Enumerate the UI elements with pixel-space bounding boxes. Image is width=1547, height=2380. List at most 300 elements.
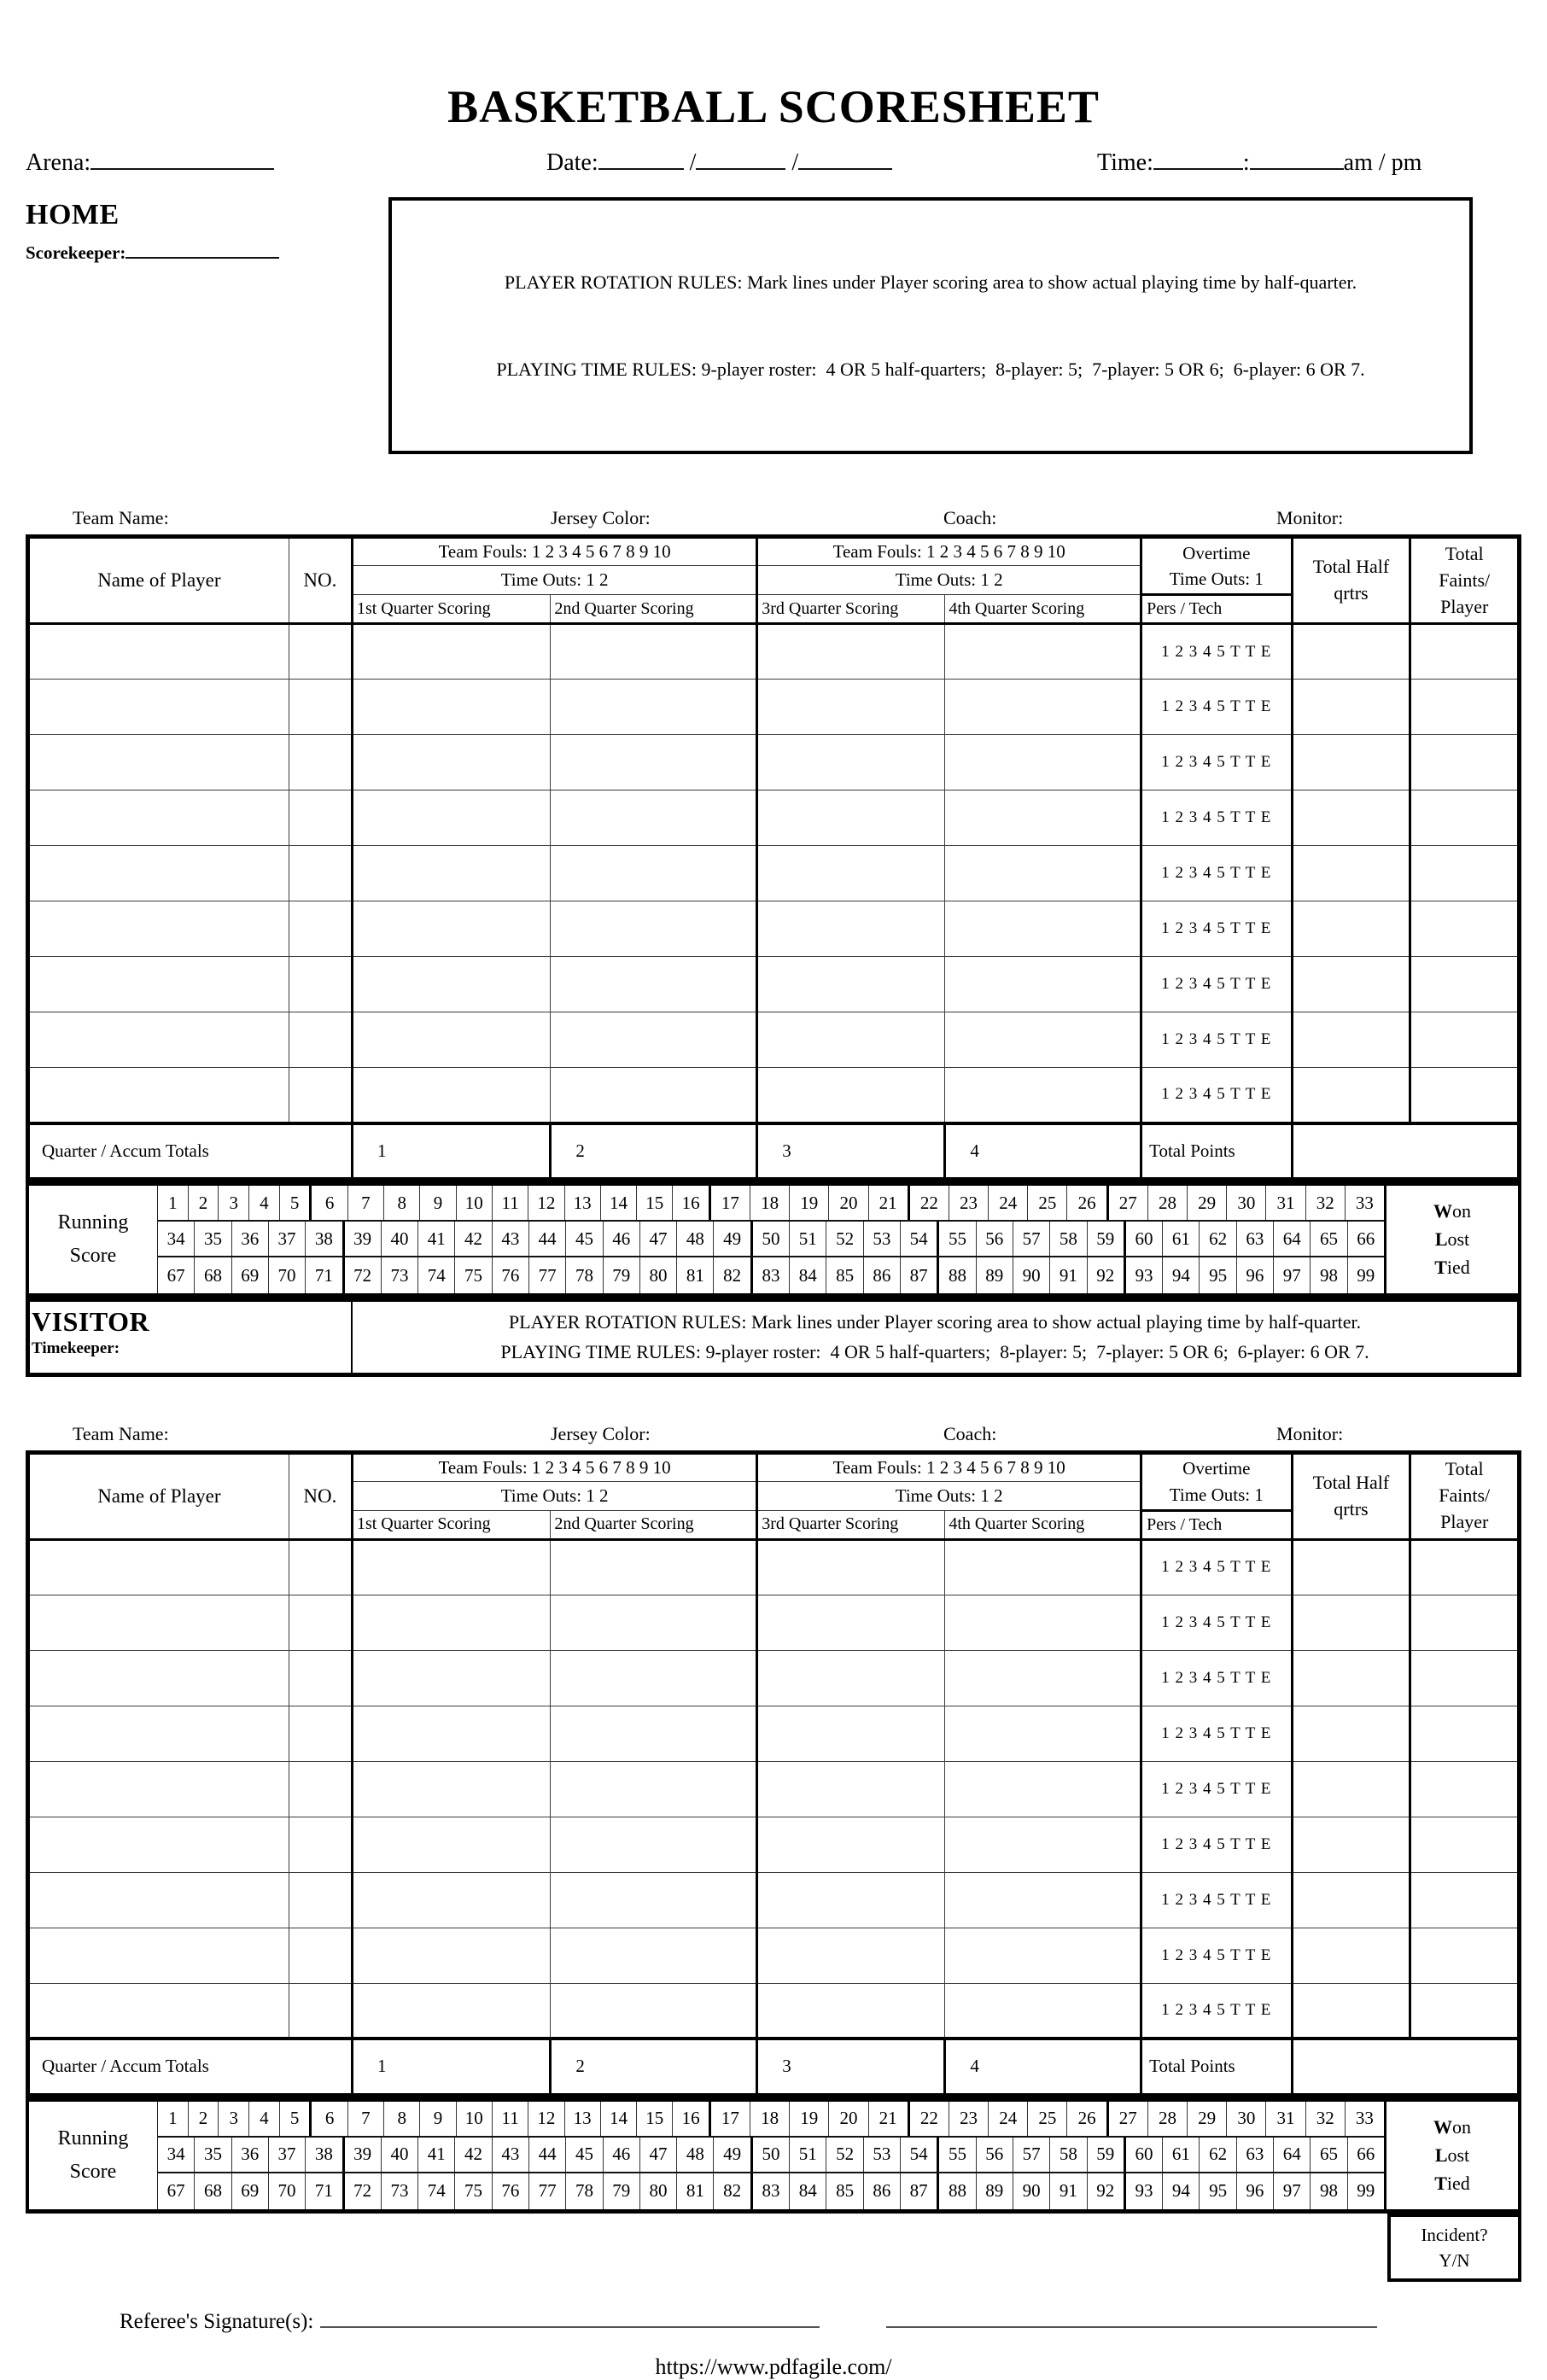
running-score-number[interactable]: 72 — [345, 2173, 382, 2209]
running-score-number[interactable]: 3 — [219, 1186, 249, 1220]
pers-tech-fouls-scale[interactable]: 1 2 3 4 5 T T E — [1141, 846, 1292, 901]
player-no-cell[interactable] — [289, 1068, 352, 1123]
running-score-number[interactable]: 47 — [640, 2138, 677, 2172]
q1-scoring-cell[interactable] — [352, 624, 550, 680]
total-half-cell[interactable] — [1292, 624, 1410, 680]
q2-scoring-cell[interactable] — [551, 1983, 757, 2039]
total-faints-cell[interactable] — [1410, 1817, 1520, 1872]
running-score-number[interactable]: 55 — [939, 1222, 976, 1256]
running-score-number[interactable]: 95 — [1200, 2173, 1236, 2209]
running-score-number[interactable]: 77 — [529, 2173, 566, 2209]
running-score-number[interactable]: 78 — [566, 2173, 603, 2209]
running-score-number[interactable]: 37 — [269, 1222, 306, 1256]
running-score-number[interactable]: 93 — [1126, 1257, 1163, 1293]
running-score-number[interactable]: 19 — [790, 2102, 829, 2136]
q1-scoring-cell[interactable] — [352, 1595, 550, 1650]
running-score-number[interactable]: 28 — [1148, 2102, 1188, 2136]
total-faints-cell[interactable] — [1410, 1595, 1520, 1650]
running-score-number[interactable]: 96 — [1237, 2173, 1274, 2209]
pers-tech-fouls-scale[interactable]: 1 2 3 4 5 T T E — [1141, 624, 1292, 680]
player-no-cell[interactable] — [289, 1706, 352, 1761]
running-score-number[interactable]: 61 — [1163, 1222, 1200, 1256]
arena-input-line[interactable] — [90, 144, 274, 170]
pers-tech-fouls-scale[interactable]: 1 2 3 4 5 T T E — [1141, 957, 1292, 1012]
running-score-number[interactable]: 66 — [1357, 1228, 1375, 1249]
total-faints-cell[interactable] — [1410, 1068, 1520, 1123]
running-score-number[interactable]: 43 — [493, 2138, 529, 2172]
q3-scoring-cell[interactable] — [757, 680, 945, 735]
running-score-number[interactable]: 91 — [1050, 2173, 1087, 2209]
q2-scoring-cell[interactable] — [551, 1817, 757, 1872]
pers-tech-fouls-scale[interactable]: 1 2 3 4 5 T T E — [1141, 1012, 1292, 1068]
q1-scoring-cell[interactable] — [352, 1068, 550, 1123]
q4-total-cell[interactable]: 4 — [945, 1123, 1141, 1180]
signature-line-2[interactable] — [886, 2304, 1377, 2328]
q3-total-cell[interactable]: 3 — [757, 2039, 945, 2095]
running-score-number[interactable]: 98 — [1311, 2173, 1347, 2209]
total-faints-cell[interactable] — [1410, 1012, 1520, 1068]
running-score-number[interactable]: 62 — [1200, 1222, 1236, 1256]
running-score-number[interactable]: 70 — [269, 2173, 306, 2209]
running-score-number[interactable]: 49 — [723, 2144, 742, 2165]
running-score-number[interactable]: 2 — [189, 2102, 219, 2136]
running-score-number[interactable]: 71 — [314, 1264, 333, 1286]
running-score-number[interactable]: 97 — [1274, 1257, 1311, 1293]
running-score-number[interactable]: 27 — [1109, 1186, 1148, 1220]
running-score-number[interactable]: 5 — [289, 1192, 300, 1213]
player-name-cell[interactable] — [28, 1928, 289, 1983]
running-score-number[interactable]: 89 — [977, 1257, 1013, 1293]
q4-scoring-cell[interactable] — [945, 1012, 1141, 1068]
running-score-number[interactable]: 90 — [1013, 1257, 1050, 1293]
running-score-number[interactable]: 1 — [158, 2102, 189, 2136]
running-score-number[interactable]: 9 — [420, 1186, 456, 1220]
running-score-number[interactable]: 46 — [604, 1222, 640, 1256]
running-score-number[interactable]: 5 — [289, 2108, 300, 2129]
total-half-cell[interactable] — [1292, 1817, 1410, 1872]
total-half-cell[interactable] — [1292, 680, 1410, 735]
q3-scoring-cell[interactable] — [757, 624, 945, 680]
running-score-number[interactable]: 99 — [1357, 1264, 1375, 1286]
total-faints-cell[interactable] — [1410, 1761, 1520, 1817]
player-no-cell[interactable] — [289, 624, 352, 680]
q2-scoring-cell[interactable] — [551, 790, 757, 846]
running-score-number[interactable]: 6 — [312, 2102, 347, 2136]
pers-tech-fouls-scale[interactable]: 1 2 3 4 5 T T E — [1141, 1706, 1292, 1761]
player-no-cell[interactable] — [289, 790, 352, 846]
player-no-cell[interactable] — [289, 1012, 352, 1068]
total-half-cell[interactable] — [1292, 1650, 1410, 1706]
result-won[interactable]: Won — [1433, 2115, 1471, 2138]
running-score-number[interactable]: 91 — [1050, 1257, 1087, 1293]
total-half-cell[interactable] — [1292, 1068, 1410, 1123]
total-faints-cell[interactable] — [1410, 846, 1520, 901]
running-score-number[interactable]: 13 — [565, 1186, 601, 1220]
running-score-number[interactable]: 53 — [864, 2138, 901, 2172]
running-score-number[interactable]: 19 — [790, 1186, 829, 1220]
running-score-number[interactable]: 87 — [909, 2180, 928, 2202]
running-score-number[interactable]: 45 — [566, 2138, 603, 2172]
q3-scoring-cell[interactable] — [757, 1872, 945, 1928]
result-lost[interactable]: Lost — [1434, 1228, 1470, 1251]
running-score-number[interactable]: 32 — [1306, 2102, 1346, 2136]
running-score-number[interactable]: 83 — [753, 1257, 790, 1293]
running-score-number[interactable]: 25 — [1028, 1186, 1067, 1220]
total-half-cell[interactable] — [1292, 790, 1410, 846]
running-score-number[interactable]: 53 — [864, 1222, 901, 1256]
running-score-number[interactable]: 42 — [455, 1222, 492, 1256]
running-score-number[interactable]: 14 — [601, 1186, 637, 1220]
q4-scoring-cell[interactable] — [945, 1706, 1141, 1761]
date-year-line[interactable] — [798, 144, 892, 170]
running-score-number[interactable]: 16 — [681, 1192, 700, 1213]
running-score-number[interactable]: 98 — [1311, 1257, 1347, 1293]
player-no-cell[interactable] — [289, 1595, 352, 1650]
q3-scoring-cell[interactable] — [757, 1983, 945, 2039]
q3-scoring-cell[interactable] — [757, 1817, 945, 1872]
running-score-number[interactable]: 82 — [723, 1264, 742, 1286]
running-score-number[interactable]: 73 — [382, 1257, 418, 1293]
q1-scoring-cell[interactable] — [352, 1012, 550, 1068]
running-score-number[interactable]: 76 — [493, 1257, 529, 1293]
running-score-number[interactable]: 85 — [826, 1257, 863, 1293]
pers-tech-fouls-scale[interactable]: 1 2 3 4 5 T T E — [1141, 1983, 1292, 2039]
total-points-cell[interactable] — [1292, 1123, 1519, 1180]
running-score-number[interactable]: 83 — [753, 2173, 790, 2209]
player-name-cell[interactable] — [28, 1650, 289, 1706]
q4-scoring-cell[interactable] — [945, 1761, 1141, 1817]
total-points-cell[interactable] — [1292, 2039, 1519, 2095]
running-score-number[interactable]: 49 — [723, 1228, 742, 1249]
total-faints-cell[interactable] — [1410, 1650, 1520, 1706]
q2-scoring-cell[interactable] — [551, 1539, 757, 1595]
player-name-cell[interactable] — [28, 1983, 289, 2039]
running-score-number[interactable]: 74 — [418, 1257, 455, 1293]
running-score-number[interactable]: 43 — [493, 1222, 529, 1256]
running-score-number[interactable]: 26 — [1077, 1192, 1096, 1213]
running-score-number[interactable]: 45 — [566, 1222, 603, 1256]
running-score-number[interactable]: 12 — [528, 1186, 564, 1220]
running-score-number[interactable]: 34 — [158, 2138, 195, 2172]
q3-scoring-cell[interactable] — [757, 957, 945, 1012]
q3-scoring-cell[interactable] — [757, 790, 945, 846]
running-score-number[interactable]: 70 — [269, 1257, 306, 1293]
player-name-cell[interactable] — [28, 846, 289, 901]
total-half-cell[interactable] — [1292, 957, 1410, 1012]
running-score-number[interactable]: 51 — [790, 2138, 826, 2172]
total-half-cell[interactable] — [1292, 1539, 1410, 1595]
player-no-cell[interactable] — [289, 680, 352, 735]
running-score-number[interactable]: 80 — [640, 1257, 677, 1293]
q4-scoring-cell[interactable] — [945, 1539, 1141, 1595]
running-score-number[interactable]: 56 — [977, 2138, 1013, 2172]
q4-scoring-cell[interactable] — [945, 680, 1141, 735]
running-score-number[interactable]: 46 — [604, 2138, 640, 2172]
time-minute-line[interactable] — [1250, 144, 1344, 170]
total-half-cell[interactable] — [1292, 1872, 1410, 1928]
time-hour-line[interactable] — [1153, 144, 1243, 170]
q3-scoring-cell[interactable] — [757, 1761, 945, 1817]
player-no-cell[interactable] — [289, 1872, 352, 1928]
player-name-cell[interactable] — [28, 1539, 289, 1595]
running-score-number[interactable]: 9 — [420, 2102, 456, 2136]
running-score-number[interactable]: 72 — [345, 1257, 382, 1293]
running-score-number[interactable]: 4 — [249, 1186, 280, 1220]
running-score-number[interactable]: 60 — [1126, 1222, 1163, 1256]
running-score-number[interactable]: 21 — [879, 2108, 897, 2129]
running-score-number[interactable]: 71 — [314, 2180, 333, 2202]
player-no-cell[interactable] — [289, 846, 352, 901]
running-score-number[interactable]: 29 — [1188, 2102, 1227, 2136]
running-score-number[interactable]: 58 — [1050, 2138, 1087, 2172]
running-score-number[interactable]: 21 — [879, 1192, 897, 1213]
total-faints-cell[interactable] — [1410, 1983, 1520, 2039]
q3-scoring-cell[interactable] — [757, 1928, 945, 1983]
running-score-number[interactable]: 39 — [345, 2138, 382, 2172]
q3-scoring-cell[interactable] — [757, 846, 945, 901]
total-half-cell[interactable] — [1292, 1928, 1410, 1983]
running-score-number[interactable]: 11 — [493, 2102, 528, 2136]
running-score-number[interactable]: 24 — [989, 1186, 1028, 1220]
running-score-number[interactable]: 92 — [1096, 1264, 1115, 1286]
running-score-number[interactable]: 38 — [314, 2144, 333, 2165]
running-score-number[interactable]: 26 — [1077, 2108, 1096, 2129]
running-score-number[interactable]: 39 — [345, 1222, 382, 1256]
running-score-number[interactable]: 35 — [195, 1222, 231, 1256]
running-score-number[interactable]: 56 — [977, 1222, 1013, 1256]
player-no-cell[interactable] — [289, 1539, 352, 1595]
player-name-cell[interactable] — [28, 1817, 289, 1872]
running-score-number[interactable]: 80 — [640, 2173, 677, 2209]
running-score-number[interactable]: 35 — [195, 2138, 231, 2172]
running-score-number[interactable]: 7 — [348, 1186, 384, 1220]
running-score-number[interactable]: 47 — [640, 1222, 677, 1256]
q2-scoring-cell[interactable] — [551, 1706, 757, 1761]
q2-scoring-cell[interactable] — [551, 624, 757, 680]
running-score-number[interactable]: 65 — [1311, 2138, 1347, 2172]
player-no-cell[interactable] — [289, 1928, 352, 1983]
pers-tech-fouls-scale[interactable]: 1 2 3 4 5 T T E — [1141, 901, 1292, 957]
running-score-number[interactable]: 51 — [790, 1222, 826, 1256]
running-score-number[interactable]: 22 — [910, 2102, 949, 2136]
running-score-number[interactable]: 20 — [829, 2102, 868, 2136]
running-score-number[interactable]: 22 — [910, 1186, 949, 1220]
running-score-number[interactable]: 15 — [637, 1186, 673, 1220]
q1-scoring-cell[interactable] — [352, 1706, 550, 1761]
running-score-number[interactable]: 48 — [677, 1222, 714, 1256]
running-score-number[interactable]: 82 — [723, 2180, 742, 2202]
running-score-number[interactable]: 44 — [529, 1222, 566, 1256]
q4-scoring-cell[interactable] — [945, 1928, 1141, 1983]
running-score-number[interactable]: 33 — [1355, 1192, 1374, 1213]
running-score-number[interactable]: 52 — [826, 1222, 863, 1256]
signature-line-1[interactable] — [320, 2304, 820, 2328]
q3-scoring-cell[interactable] — [757, 1706, 945, 1761]
result-lost[interactable]: Lost — [1434, 2144, 1470, 2166]
pers-tech-fouls-scale[interactable]: 1 2 3 4 5 T T E — [1141, 1595, 1292, 1650]
running-score-number[interactable]: 79 — [604, 1257, 640, 1293]
running-score-number[interactable]: 77 — [529, 1257, 566, 1293]
running-score-number[interactable]: 23 — [949, 1186, 989, 1220]
running-score-number[interactable]: 52 — [826, 2138, 863, 2172]
q4-scoring-cell[interactable] — [945, 624, 1141, 680]
running-score-number[interactable]: 61 — [1163, 2138, 1200, 2172]
player-name-cell[interactable] — [28, 1872, 289, 1928]
pers-tech-fouls-scale[interactable]: 1 2 3 4 5 T T E — [1141, 1928, 1292, 1983]
running-score-number[interactable]: 8 — [384, 2102, 420, 2136]
running-score-number[interactable]: 17 — [711, 1186, 750, 1220]
running-score-number[interactable]: 50 — [753, 1222, 790, 1256]
running-score-number[interactable]: 75 — [455, 2173, 492, 2209]
running-score-number[interactable]: 25 — [1028, 2102, 1067, 2136]
running-score-number[interactable]: 13 — [565, 2102, 601, 2136]
total-faints-cell[interactable] — [1410, 735, 1520, 790]
pers-tech-fouls-scale[interactable]: 1 2 3 4 5 T T E — [1141, 1761, 1292, 1817]
running-score-number[interactable]: 54 — [909, 2144, 928, 2165]
running-score-number[interactable]: 24 — [989, 2102, 1028, 2136]
running-score-number[interactable]: 69 — [232, 1257, 269, 1293]
player-name-cell[interactable] — [28, 624, 289, 680]
running-score-number[interactable]: 57 — [1013, 2138, 1050, 2172]
running-score-number[interactable]: 7 — [348, 2102, 384, 2136]
player-no-cell[interactable] — [289, 957, 352, 1012]
running-score-number[interactable]: 54 — [909, 1228, 928, 1249]
q2-scoring-cell[interactable] — [551, 680, 757, 735]
q4-scoring-cell[interactable] — [945, 1872, 1141, 1928]
q2-scoring-cell[interactable] — [551, 957, 757, 1012]
total-half-cell[interactable] — [1292, 901, 1410, 957]
running-score-number[interactable]: 23 — [949, 2102, 989, 2136]
total-half-cell[interactable] — [1292, 1012, 1410, 1068]
running-score-number[interactable]: 75 — [455, 1257, 492, 1293]
result-tied[interactable]: Tied — [1434, 2172, 1470, 2194]
pers-tech-fouls-scale[interactable]: 1 2 3 4 5 T T E — [1141, 1068, 1292, 1123]
running-score-number[interactable]: 38 — [314, 1228, 333, 1249]
running-score-number[interactable]: 90 — [1013, 2173, 1050, 2209]
q4-scoring-cell[interactable] — [945, 790, 1141, 846]
running-score-number[interactable]: 94 — [1163, 2173, 1200, 2209]
q1-scoring-cell[interactable] — [352, 790, 550, 846]
running-score-number[interactable]: 28 — [1148, 1186, 1188, 1220]
q3-scoring-cell[interactable] — [757, 1012, 945, 1068]
q1-scoring-cell[interactable] — [352, 957, 550, 1012]
running-score-number[interactable]: 20 — [829, 1186, 868, 1220]
running-score-number[interactable]: 93 — [1126, 2173, 1163, 2209]
running-score-number[interactable]: 30 — [1227, 2102, 1266, 2136]
date-day-line[interactable] — [696, 144, 785, 170]
running-score-number[interactable]: 36 — [232, 2138, 269, 2172]
running-score-number[interactable]: 50 — [753, 2138, 790, 2172]
total-faints-cell[interactable] — [1410, 1706, 1520, 1761]
q2-total-cell[interactable]: 2 — [551, 2039, 757, 2095]
q1-scoring-cell[interactable] — [352, 1983, 550, 2039]
running-score-number[interactable]: 86 — [864, 2173, 901, 2209]
q1-scoring-cell[interactable] — [352, 1872, 550, 1928]
pers-tech-fouls-scale[interactable]: 1 2 3 4 5 T T E — [1141, 1817, 1292, 1872]
q1-total-cell[interactable]: 1 — [352, 2039, 550, 2095]
q3-scoring-cell[interactable] — [757, 1539, 945, 1595]
running-score-number[interactable]: 81 — [677, 2173, 714, 2209]
q2-scoring-cell[interactable] — [551, 1761, 757, 1817]
running-score-number[interactable]: 81 — [677, 1257, 714, 1293]
running-score-number[interactable]: 92 — [1096, 2180, 1115, 2202]
running-score-number[interactable]: 66 — [1357, 2144, 1375, 2165]
running-score-number[interactable]: 69 — [232, 2173, 269, 2209]
q4-scoring-cell[interactable] — [945, 1068, 1141, 1123]
player-no-cell[interactable] — [289, 735, 352, 790]
running-score-number[interactable]: 74 — [418, 2173, 455, 2209]
running-score-number[interactable]: 33 — [1355, 2108, 1374, 2129]
running-score-number[interactable]: 57 — [1013, 1222, 1050, 1256]
running-score-number[interactable]: 68 — [195, 2173, 231, 2209]
running-score-number[interactable]: 85 — [826, 2173, 863, 2209]
running-score-number[interactable]: 59 — [1096, 1228, 1115, 1249]
running-score-number[interactable]: 68 — [195, 1257, 231, 1293]
running-score-number[interactable]: 3 — [219, 2102, 249, 2136]
player-no-cell[interactable] — [289, 1817, 352, 1872]
running-score-number[interactable]: 18 — [750, 2102, 790, 2136]
running-score-number[interactable]: 94 — [1163, 1257, 1200, 1293]
running-score-number[interactable]: 89 — [977, 2173, 1013, 2209]
q4-scoring-cell[interactable] — [945, 1817, 1141, 1872]
q4-scoring-cell[interactable] — [945, 1983, 1141, 2039]
pers-tech-fouls-scale[interactable]: 1 2 3 4 5 T T E — [1141, 735, 1292, 790]
running-score-number[interactable]: 84 — [790, 1257, 826, 1293]
total-faints-cell[interactable] — [1410, 901, 1520, 957]
player-name-cell[interactable] — [28, 1761, 289, 1817]
running-score-number[interactable]: 48 — [677, 2138, 714, 2172]
running-score-number[interactable]: 12 — [528, 2102, 564, 2136]
total-half-cell[interactable] — [1292, 1761, 1410, 1817]
q1-scoring-cell[interactable] — [352, 1928, 550, 1983]
total-half-cell[interactable] — [1292, 846, 1410, 901]
running-score-number[interactable]: 10 — [457, 1186, 493, 1220]
q4-scoring-cell[interactable] — [945, 1595, 1141, 1650]
running-score-number[interactable]: 15 — [637, 2102, 673, 2136]
total-half-cell[interactable] — [1292, 1706, 1410, 1761]
running-score-number[interactable]: 2 — [189, 1186, 219, 1220]
q1-total-cell[interactable]: 1 — [352, 1123, 550, 1180]
q2-scoring-cell[interactable] — [551, 901, 757, 957]
pers-tech-fouls-scale[interactable]: 1 2 3 4 5 T T E — [1141, 680, 1292, 735]
running-score-number[interactable]: 78 — [566, 1257, 603, 1293]
q2-scoring-cell[interactable] — [551, 846, 757, 901]
q4-total-cell[interactable]: 4 — [945, 2039, 1141, 2095]
total-half-cell[interactable] — [1292, 1983, 1410, 2039]
player-no-cell[interactable] — [289, 1983, 352, 2039]
running-score-number[interactable]: 11 — [493, 1186, 528, 1220]
q1-scoring-cell[interactable] — [352, 901, 550, 957]
pers-tech-fouls-scale[interactable]: 1 2 3 4 5 T T E — [1141, 1872, 1292, 1928]
running-score-number[interactable]: 17 — [711, 2102, 750, 2136]
q2-scoring-cell[interactable] — [551, 1068, 757, 1123]
total-faints-cell[interactable] — [1410, 624, 1520, 680]
player-no-cell[interactable] — [289, 901, 352, 957]
running-score-number[interactable]: 73 — [382, 2173, 418, 2209]
total-faints-cell[interactable] — [1410, 957, 1520, 1012]
date-month-line[interactable] — [598, 144, 684, 170]
player-name-cell[interactable] — [28, 957, 289, 1012]
running-score-number[interactable]: 30 — [1227, 1186, 1266, 1220]
running-score-number[interactable]: 88 — [939, 2173, 976, 2209]
player-name-cell[interactable] — [28, 901, 289, 957]
pers-tech-fouls-scale[interactable]: 1 2 3 4 5 T T E — [1141, 1650, 1292, 1706]
q4-scoring-cell[interactable] — [945, 735, 1141, 790]
q1-scoring-cell[interactable] — [352, 1817, 550, 1872]
q3-scoring-cell[interactable] — [757, 1068, 945, 1123]
pers-tech-fouls-scale[interactable]: 1 2 3 4 5 T T E — [1141, 790, 1292, 846]
result-tied[interactable]: Tied — [1434, 1257, 1470, 1279]
